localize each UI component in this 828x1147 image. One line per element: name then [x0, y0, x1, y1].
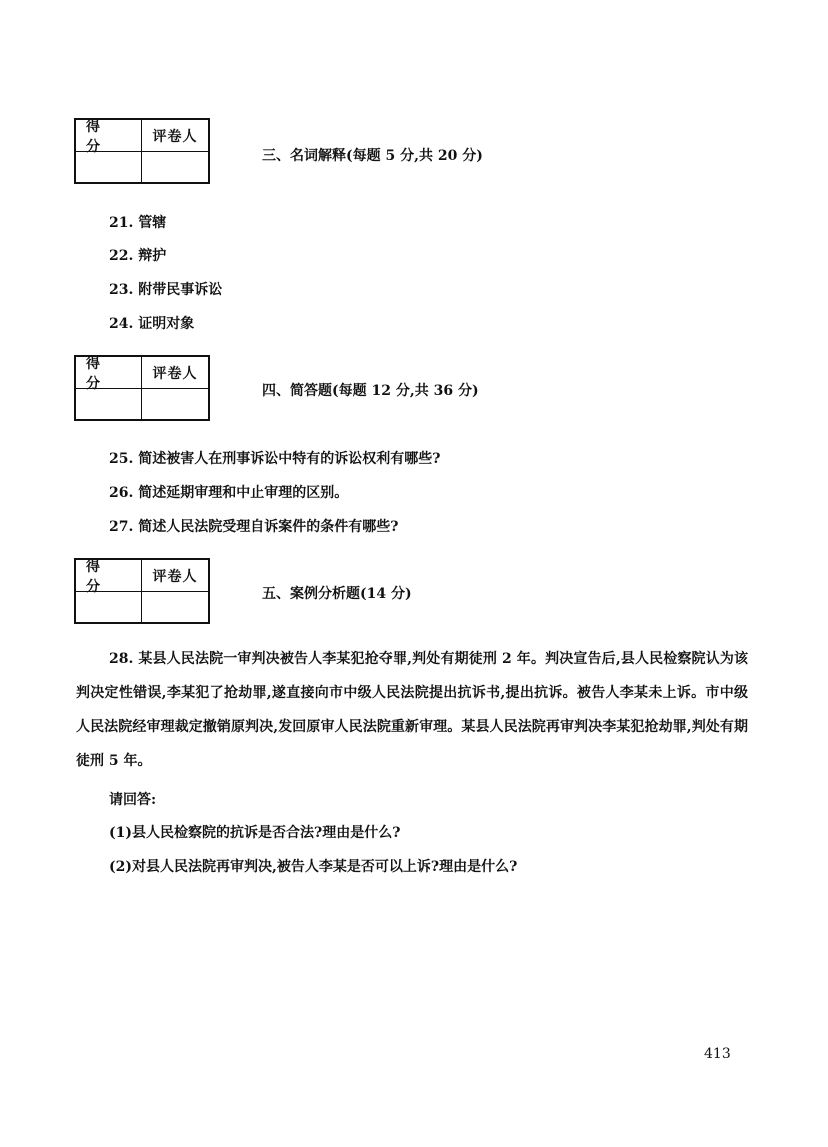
grader-label: 评卷人: [142, 357, 208, 389]
score-box-section-4: [74, 355, 210, 421]
page-number: 413: [704, 1046, 731, 1062]
question-26: 26. 简述延期审理和中止审理的区别。: [109, 485, 349, 501]
question-25: 25. 简述被害人在刑事诉讼中特有的诉讼权利有哪些?: [109, 451, 441, 467]
question-27: 27. 简述人民法院受理自诉案件的条件有哪些?: [109, 519, 399, 535]
grader-cell[interactable]: [142, 152, 208, 182]
score-cell[interactable]: [76, 389, 142, 419]
score-label: 得 分: [76, 120, 142, 152]
sub-question-2: (2)对县人民法院再审判决,被告人李某是否可以上诉?理由是什么?: [109, 859, 518, 875]
question-22: 22. 辩护: [109, 248, 167, 264]
grader-cell[interactable]: [142, 592, 208, 622]
sub-question-1: (1)县人民检察院的抗诉是否合法?理由是什么?: [109, 825, 401, 841]
grader-cell[interactable]: [142, 389, 208, 419]
grader-label: 评卷人: [142, 120, 208, 152]
score-label: 得 分: [76, 560, 142, 592]
grader-label: 评卷人: [142, 560, 208, 592]
question-21: 21. 管辖: [109, 215, 167, 231]
section-title-4: 四、简答题(每题 12 分,共 36 分): [262, 383, 479, 399]
case-paragraph: 28. 某县人民法院一审判决被告人李某犯抢夺罪,判处有期徒刑 2 年。判决宣告后,县人民检察院认为该判决定性错误,李某犯了抢劫罪,遂直接向市中级人民法院提出抗诉书,提出抗诉。被告人李某未上诉。市中级人民法院经审理裁定撤销原判决,发回原审人民法院重新审理。某县人民法院再审判决李某犯抢劫罪,判处有期徒刑 5 年。: [76, 651, 748, 769]
score-box-section-5: [74, 558, 210, 624]
score-cell[interactable]: [76, 152, 142, 182]
question-24: 24. 证明对象: [109, 316, 195, 332]
score-label: 得 分: [76, 357, 142, 389]
score-cell[interactable]: [76, 592, 142, 622]
answer-prompt: 请回答:: [109, 792, 157, 808]
question-23: 23. 附带民事诉讼: [109, 282, 223, 298]
score-box-section-3: [74, 118, 210, 184]
section-title-3: 三、名词解释(每题 5 分,共 20 分): [262, 148, 483, 164]
section-title-5: 五、案例分析题(14 分): [262, 586, 412, 602]
